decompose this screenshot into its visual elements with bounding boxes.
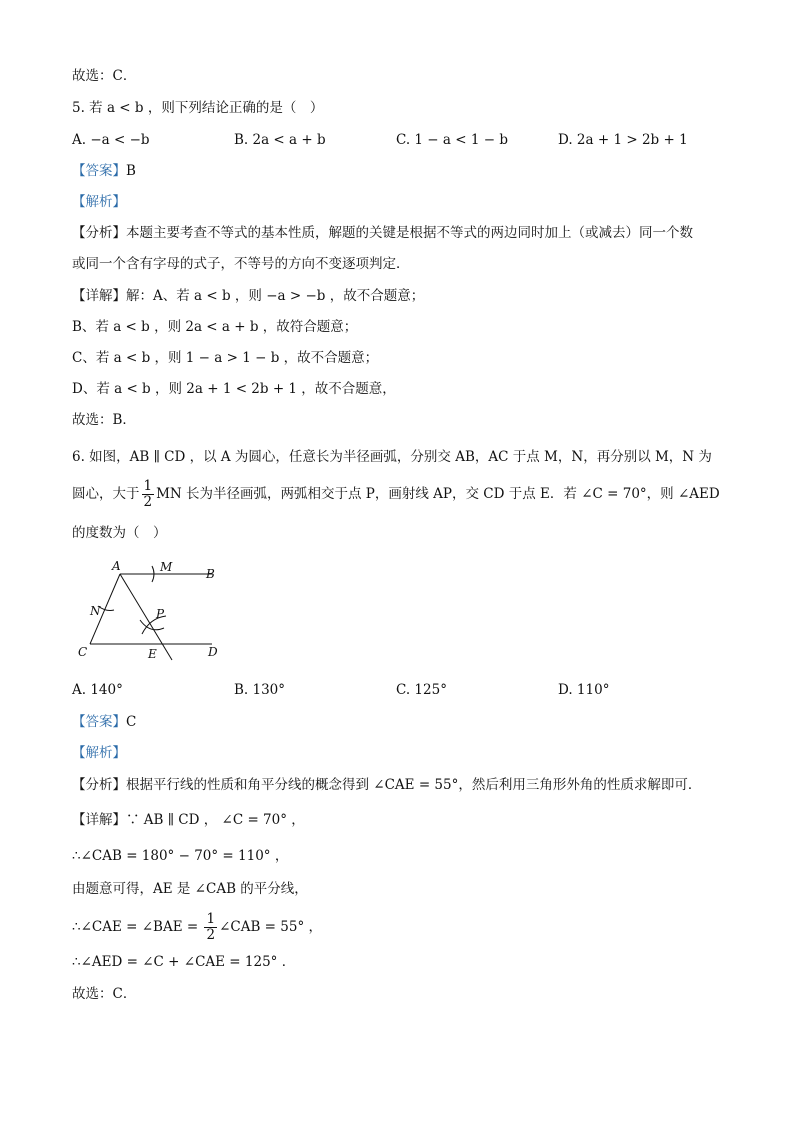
fraction-half <box>142 479 155 510</box>
q6-detail-3: 由题意可得，AE 是 ∠CAB 的平分线， <box>72 881 308 897</box>
frac-num: 1 <box>143 478 153 494</box>
fenxi-text: 本题主要考查不等式的基本性质，解题的关键是根据不等式的两边同时加上（或减去）同一个数 <box>126 225 693 241</box>
q5-detail-2: B、若 a < b ，则 2a < a + b ，故符合题意； <box>72 319 358 335</box>
q6-stem-1: 6. 如图，AB ∥ CD ，以 A 为圆心，任意长为半径画弧，分别交 AB，AC 于点 M，N，再分别以 M，N 为 <box>72 449 712 465</box>
q5-answer <box>72 161 136 181</box>
q6-answer <box>72 712 136 732</box>
frac-den: 2 <box>206 927 216 943</box>
q5-fenxi-1 <box>72 223 693 243</box>
detail-tag: 【详解】 <box>72 288 126 304</box>
q6-stem-2 <box>72 479 720 510</box>
frac-num: 1 <box>206 911 216 927</box>
label-d: D <box>208 645 218 659</box>
detail-text: ∵ AB ∥ CD ， ∠C = 70° ， <box>126 812 305 828</box>
q5-analysis-tag <box>72 192 126 212</box>
q5-detail-1 <box>72 286 424 306</box>
q6-option-d: D. 110° <box>558 682 610 698</box>
q5-fenxi-2: 或同一个含有字母的式子，不等号的方向不变逐项判定． <box>72 256 410 272</box>
q6-detail-5: ∴∠AED = ∠C + ∠CAE = 125° ． <box>72 954 296 970</box>
label-b: B <box>206 567 215 581</box>
label-p: P <box>156 607 165 621</box>
prev-choose: 故选：C． <box>72 68 137 84</box>
q6-option-c: C. 125° <box>396 682 447 698</box>
q6-option-a: A. 140° <box>72 682 123 698</box>
ray-ap <box>120 574 172 660</box>
answer-value: C <box>126 714 137 730</box>
geometry-figure <box>76 558 226 664</box>
analysis-tag: 【解析】 <box>72 194 126 210</box>
label-c: C <box>78 645 88 659</box>
q5-option-c: C. 1 − a < 1 − b <box>396 132 508 148</box>
detail-tag: 【详解】 <box>72 812 126 828</box>
q5-detail-3: C、若 a < b ，则 1 − a > 1 − b ，故不合题意； <box>72 350 379 366</box>
fenxi-tag: 【分析】 <box>72 225 126 241</box>
q5-option-d: D. 2a + 1 > 2b + 1 <box>558 132 688 148</box>
answer-tag: 【答案】 <box>72 163 126 179</box>
q5-detail-4: D、若 a < b ，则 2a + 1 < 2b + 1 ，故不合题意， <box>72 381 396 397</box>
q6-detail-1 <box>72 810 305 830</box>
answer-tag: 【答案】 <box>72 714 126 730</box>
q6-analysis-tag <box>72 743 126 763</box>
q5-stem: 5. 若 a < b ，则下列结论正确的是（ ） <box>72 100 324 116</box>
label-m: M <box>160 560 173 574</box>
fenxi-tag: 【分析】 <box>72 777 126 793</box>
stem-2b: MN 长为半径画弧，两弧相交于点 P，画射线 AP，交 CD 于点 E．若 ∠C = 70°，则 ∠AED <box>156 486 720 502</box>
answer-value: B <box>126 163 136 179</box>
analysis-tag: 【解析】 <box>72 745 126 761</box>
frac-den: 2 <box>143 494 153 510</box>
stem-2a: 圆心，大于 <box>72 486 140 502</box>
q6-stem-3: 的度数为（ ） <box>72 525 167 541</box>
detail-text: 解：A、若 a < b ，则 −a > −b ，故不合题意； <box>126 288 425 304</box>
fraction-half <box>204 912 217 943</box>
q6-detail-2: ∴∠CAB = 180° − 70° = 110° ， <box>72 848 289 864</box>
fenxi-text: 根据平行线的性质和角平分线的概念得到 ∠CAE = 55°，然后利用三角形外角的性质求解即可． <box>126 777 702 793</box>
detail-4b: ∠CAB = 55° ， <box>219 919 322 935</box>
detail-4a: ∴∠CAE = ∠BAE = <box>72 919 203 935</box>
label-n: N <box>90 604 101 618</box>
q6-choose: 故选：C． <box>72 986 137 1002</box>
q5-option-a: A. −a < −b <box>72 132 150 148</box>
q5-choose: 故选：B． <box>72 412 136 428</box>
label-e: E <box>148 647 157 661</box>
q6-detail-4 <box>72 912 322 943</box>
q6-option-b: B. 130° <box>234 682 286 698</box>
label-a: A <box>112 559 121 573</box>
q5-option-b: B. 2a < a + b <box>234 132 326 148</box>
q6-fenxi-1 <box>72 775 701 795</box>
